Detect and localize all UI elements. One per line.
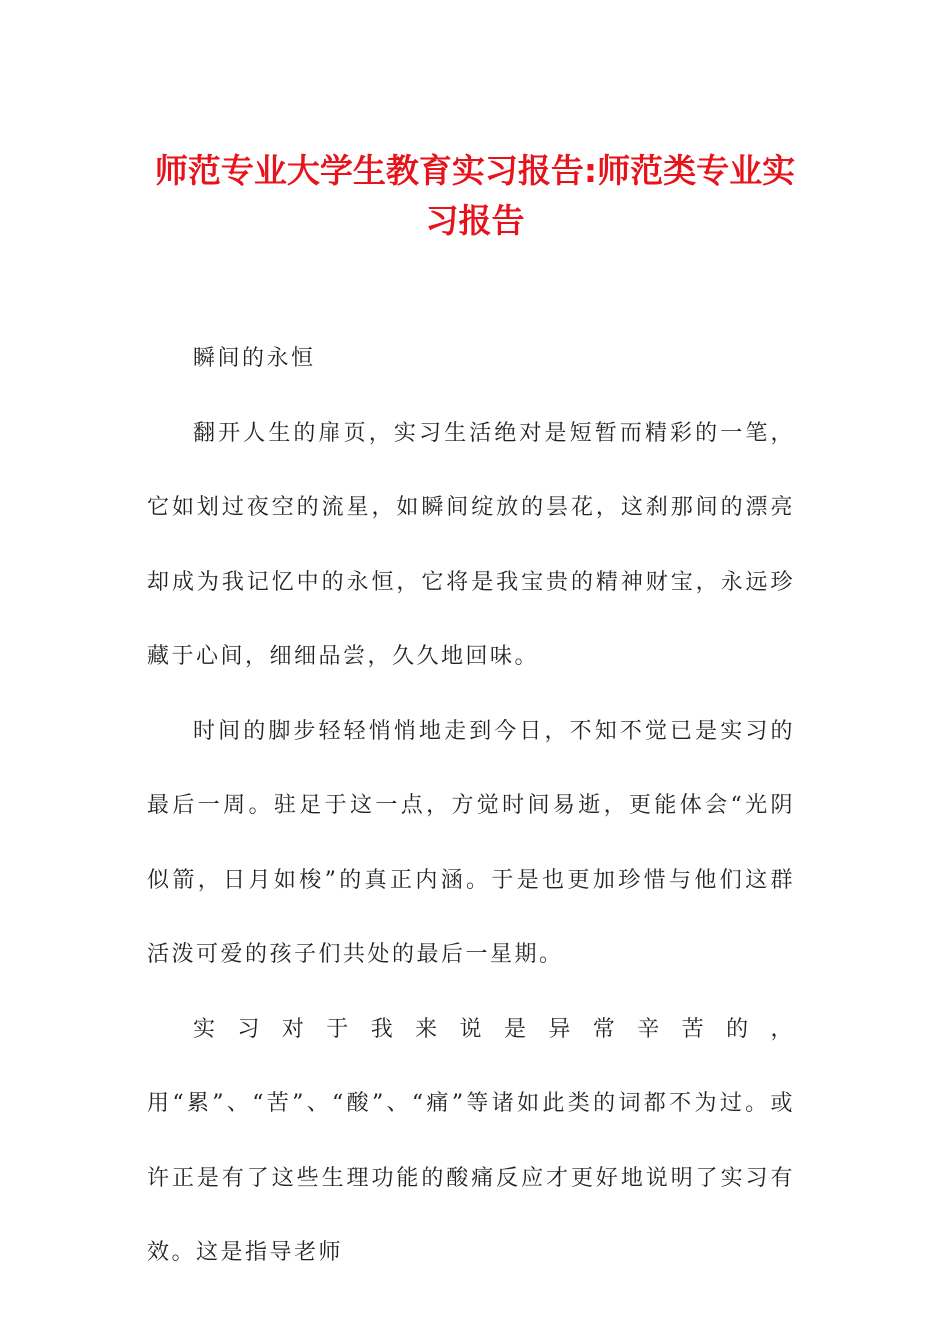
document-title: 师范专业大学生教育实习报告:师范类专业实习报告: [154, 151, 796, 240]
document-body: [147, 322, 795, 1291]
paragraph: 实习对于我来说是异常辛苦的，用“累”、“苦”、“酸”、“痛”等诸如此类的词都不为过。或许正是有了这些生理功能的酸痛反应才更好地说明了实习有效。这是指导老师: [147, 1016, 795, 1265]
paragraph-heading: 瞬间的永恒: [193, 346, 316, 371]
paragraph: 时间的脚步轻轻悄悄地走到今日，不知不觉已是实习的最后一周。驻足于这一点，方觉时间易逝，更能体会“光阴似箭，日月如梭”的真正内涵。于是也更加珍惜与他们这群活泼可爱的孩子们共处的最后一星期。: [147, 718, 795, 967]
paragraph: 翻开人生的扉页，实习生活绝对是短暂而精彩的一笔，它如划过夜空的流星，如瞬间绽放的昙花，这刹那间的漂亮却成为我记忆中的永恒，它将是我宝贵的精神财宝，永远珍藏于心间，细细品尝，久久地回味。: [147, 420, 795, 669]
